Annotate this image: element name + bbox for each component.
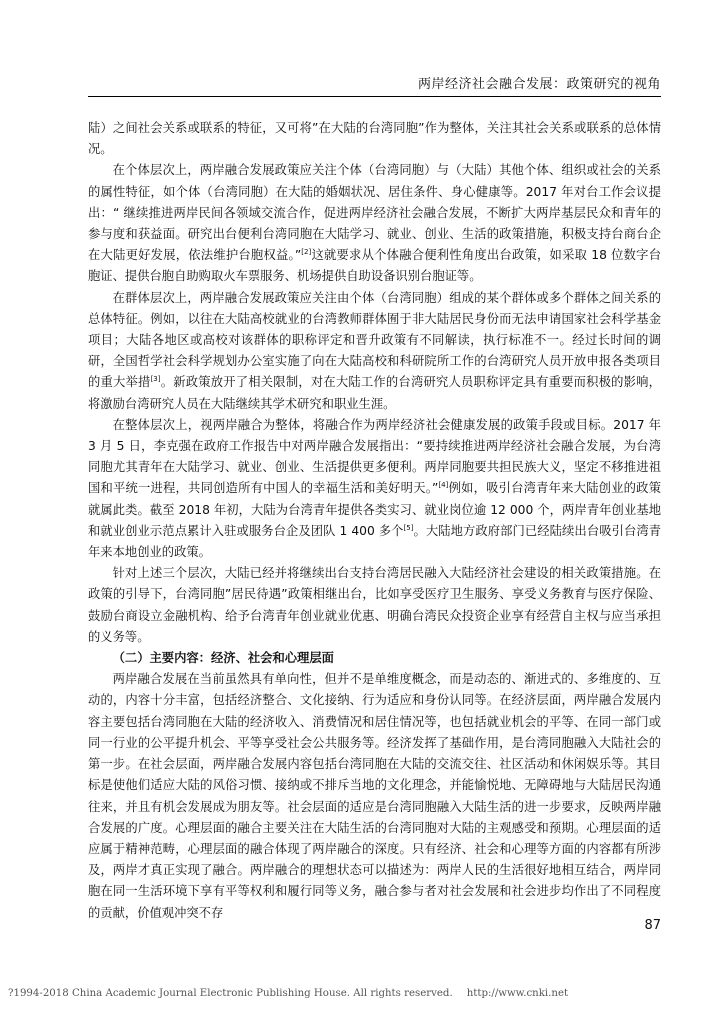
page-number: 87 bbox=[644, 918, 661, 933]
paragraph-individual-level bbox=[88, 160, 661, 287]
cnki-link[interactable]: http://www.cnki.net bbox=[466, 988, 569, 999]
paragraph-continuation bbox=[88, 118, 661, 160]
copyright-text: ?1994-2018 China Academic Journal Electronic Publishing House. All rights reserved. bbox=[8, 988, 453, 999]
paragraph-text: 针对上述三个层次，大陆已经并将继续出台支持台湾居民融入大陆经济社会建设的相关政策措施。在政策的引导下，台湾同胞”居民待遇”政策相继出台，比如享受医疗卫生服务、享受义务教育与医疗保险、鼓励台商设立金融机构、给予台湾青年创业就业优惠、明确台湾民众投资企业享有经营自主权与应当承担的义务等。 bbox=[88, 566, 661, 644]
running-header bbox=[88, 60, 661, 97]
paragraph-policy-summary bbox=[88, 563, 661, 648]
paragraph-main-content bbox=[88, 669, 661, 923]
citation-5: [5] bbox=[403, 523, 414, 532]
paragraph-text: 在整体层次上，视两岸融合为整体，将融合作为两岸经济社会健康发展的政策手段或目标。2017 年 3 月 5 日，李克强在政府工作报告中对两岸融合发展指出：“要持续推进两岸经济社会融合发展，为台湾同胞尤其青年在大陆学习、就业、创业、生活提供更多便利。两岸同胞要共担民族大义，坚定不移推进祖国和平统一进程，共同创造所有中国人的幸福生活和美好明天。” bbox=[88, 417, 661, 496]
paragraph-text: 。新政策放开了相关限制，对在大陆工作的台湾研究人员职称评定具有重要而积极的影响，将激励台湾研究人员在大陆继续其学术研究和职业生涯。 bbox=[88, 375, 661, 411]
paragraph-text: 这就要求从个体融合便利性角度出台政策，如采取 18 位数字台胞证、提供台胞自助购取火车票服务、机场提供自助设备识别台胞证等。 bbox=[88, 248, 661, 284]
citation-2: [2] bbox=[301, 248, 312, 257]
citation-3: [3] bbox=[150, 375, 161, 384]
paragraph-whole-level bbox=[88, 415, 661, 563]
copyright-footer bbox=[8, 988, 568, 999]
paragraph-group-level bbox=[88, 288, 661, 415]
citation-4: [4] bbox=[438, 481, 449, 490]
running-header-title: 两岸经济社会融合发展：政策研究的视角 bbox=[417, 77, 661, 92]
paragraph-text: 两岸融合发展在当前虽然具有单向性，但并不是单维度概念，而是动态的、渐进式的、多维度的、互动的，内容十分丰富，包括经济整合、文化接纳、行为适应和身份认同等。在经济层面，两岸融合发展内容主要包括台湾同胞在大陆的经济收入、消费情况和居住情况等，也包括就业机会的平等、在同一部门或同一行业的公平提升机会、平等享受社会公共服务等。经济发挥了基础作用，是台湾同胞融入大陆社会的第一步。在社会层面，两岸融合发展内容包括台湾同胞在大陆的交流交往、社区活动和休闲娱乐等。其目标是使他们适应大陆的风俗习惯、接纳或不排斥当地的文化理念，并能愉悦地、无障碍地与大陆居民沟通往来，并且有机会发展成为朋友等。社会层面的适应是台湾同胞融入大陆生活的进一步要求，反映两岸融合发展的广度。心理层面的融合主要关注在大陆生活的台湾同胞对大陆的主观感受和预期。心理层面的适应属于精神范畴，心理层面的融合体现了两岸融合的深度。只有经济、社会和心理等方面的内容都有所涉及，两岸才真正实现了融合。两岸融合的理想状态可以描述为：两岸人民的生活很好地相互结合，两岸同胞在同一生活环境下享有平等权利和履行同等义务，融合参与者对社会发展和社会进步均作出了不同程度的贡献，价值观冲突不存 bbox=[88, 672, 661, 920]
paragraph-text: 。大陆地方政府部门已经陆续出台吸引台湾青年来本地创业的政策。 bbox=[88, 523, 661, 560]
paragraph-text: 在个体层次上，两岸融合发展政策应关注个体（台湾同胞）与（大陆）其他个体、组织或社会的关系的属性特征，如个体（台湾同胞）在大陆的婚姻状况、居住条件、身心健康等。2017 年对台工作会议提出：“ 继续推进两岸民间各领域交流合作，促进两岸经济社会融合发展，不断扩大两岸基层民众和青年的参与度和获益面。研究出台便利台湾同胞在大陆学习、就业、创业、生活的政策措施，积极支持台商台企在大陆更好发展，依法维护台胞权益。” bbox=[88, 163, 661, 263]
paragraph-text: 例如，吸引台湾青年来大陆创业的政策就属此类。截至 2018 年初，大陆为台湾青年提供各类实习、就业岗位逾 12 000 个，两岸青年创业基地和就业创业示范点累计入驻或服务台企及团队 1 400 多个 bbox=[88, 481, 661, 538]
paragraph-text: 陆）之间社会关系或联系的特征，又可将”在大陆的台湾同胞”作为整体，关注其社会关系或联系的总体情况。 bbox=[88, 121, 661, 157]
article-body bbox=[88, 118, 661, 924]
paragraph-text: 在群体层次上，两岸融合发展政策应关注由个体（台湾同胞）组成的某个群体或多个群体之间关系的总体特征。例如，以往在大陆高校就业的台湾教师群体囿于非大陆居民身份而无法申请国家社会科学基金项目；大陆各地区或高校对该群体的职称评定和晋升政策有不同解读，执行标准不一。经过长时间的调研，全国哲学社会科学规划办公室实施了向在大陆高校和科研院所工作的台湾研究人员开放申报各类项目的重大举措 bbox=[88, 290, 661, 390]
section-heading: （二）主要内容：经济、社会和心理层面 bbox=[112, 651, 334, 666]
